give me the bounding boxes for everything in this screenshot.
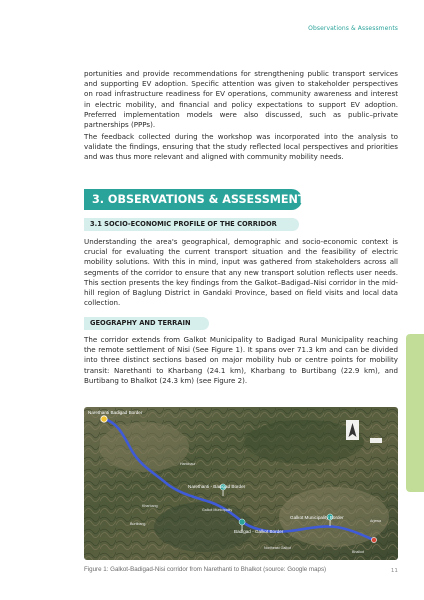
- map-label-town: Harichaur: [180, 462, 196, 466]
- map-label-galkot-border: Galkot Municipality Border: [290, 515, 344, 520]
- paragraph-socio-economic: Understanding the area's geographical, demographic and socio-economic context is crucial for evaluating the current transport situation and the feasibility of electric mobility solutions. With this in mind, input was gathered from stakeholders across all segments of the corridor to ensure that any new transport solution reflects user needs. This section presents the key findings from the Galkot–Badigad–Nisi corridor in the mid-hill region of Baglung District in Gandaki Province, based on field visits and local data collection.: [84, 237, 398, 308]
- side-tab: [406, 334, 424, 492]
- map-label-galkot: Galkot Municipality: [202, 508, 233, 512]
- map-label-top-left: Narethanti Badigad Border: [88, 410, 143, 415]
- map-label-east: Arjewa: [370, 519, 381, 523]
- map-label-mid: Narethanti - Badigad Border: [188, 484, 246, 489]
- map-label-bhalkot: Bhalkot: [352, 550, 364, 554]
- map-label-south: Northeast Galkot: [264, 546, 291, 550]
- start-pin-icon: [101, 416, 107, 422]
- paragraph-geography: The corridor extends from Galkot Municipality to Badigad Rural Municipality reaching the remote settlement of Nisi (See Figure 1). It spans over 71.3 km and can be divided into three distinct sections based on major mobility hub or centre points for mobility transit: Narethanti to Kharbang (24.1 km), Kharbang to Burtibang (22.9 km), and Burtibang to Bhalkot (24.3 km) (see Figure 2).: [84, 335, 398, 385]
- paragraph-workshop-feedback: The feedback collected during the workshop was incorporated into the analysis to validate the findings, ensuring that the study reflected local perspectives and priorities and was thus more relevant and aligned with community mobility needs.: [84, 132, 398, 162]
- paragraph-workshop-topics: portunities and provide recommendations for strengthening public transport services and supporting EV adoption. Specific attention was given to stakeholder perspectives on road infrastructure readiness for EV operations, community awareness and interest in electric mobility, and financial and policy expectations to support EV adoption. Preferred implementation models were also discussed, such as public–private partnerships (PPPs).: [84, 69, 398, 130]
- page-number: 11: [390, 568, 398, 574]
- map-label-badigad-galkot: Badigad - Galkot Border: [234, 529, 284, 534]
- subsection-heading-socio-economic: 3.1 SOCIO-ECONOMIC PROFILE OF THE CORRIDOR: [84, 218, 299, 231]
- north-arrow-icon: [346, 420, 359, 440]
- map-label-kharbang: Kharbang: [142, 504, 158, 508]
- section-heading: 3. OBSERVATIONS & ASSESSMENTS: [84, 189, 302, 210]
- running-header: Observations & Assessments: [308, 25, 398, 32]
- subsection-heading-geography: GEOGRAPHY AND TERRAIN: [84, 317, 209, 330]
- map-image: [84, 407, 398, 560]
- end-pin-icon: [371, 537, 376, 542]
- map-label-burtibang: Burtibang: [130, 522, 146, 526]
- scale-bar-icon: [370, 438, 382, 443]
- corridor-map: [84, 407, 398, 560]
- figure-caption: Figure 1: Galkot-Badigad-Nisi corridor from Narethanti to Bhalkot (source: Google maps): [84, 566, 327, 573]
